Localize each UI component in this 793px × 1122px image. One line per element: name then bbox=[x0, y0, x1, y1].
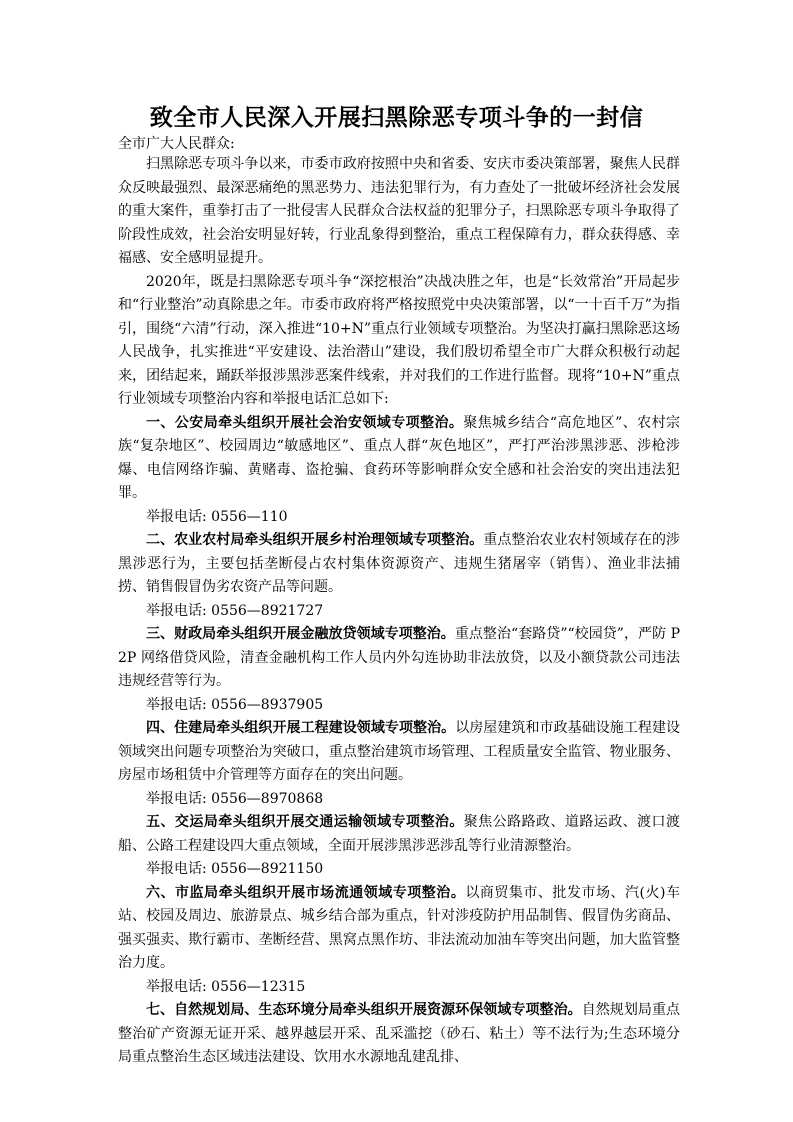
section-text: 聚焦城乡结合“高危地区”、农村宗族“复杂地区”、校园周边“敏感地区”、重点人群“灰色地区”，严打严治涉黑涉恶、涉枪涉爆、电信网络诈骗、黄赌毒、盗抢骗、食药环等影响群众安全感和社会治安的突出违法犯罪。 bbox=[118, 414, 680, 501]
section-paragraph bbox=[118, 529, 680, 600]
section-text: 重点整治“套路贷”“校园贷”，严防 P2P 网络借贷风险，清查金融机构工作人员内外勾连协助非法放贷，以及小额贷款公司违法违规经营等行为。 bbox=[118, 626, 681, 689]
section-paragraph bbox=[118, 999, 680, 1070]
section-heading: 六、市监局牵头组织开展市场流通领域专项整治。 bbox=[146, 884, 466, 901]
section-paragraph bbox=[118, 882, 680, 976]
section-heading: 五、交运局牵头组织开展交通运输领域专项整治。 bbox=[146, 814, 464, 830]
section-heading: 七、自然规划局、生态环境分局牵头组织开展资源环保领域专项整治。 bbox=[146, 1002, 582, 1018]
intro-paragraph: 扫黑除恶专项斗争以来，市委市政府按照中央和省委、安庆市委决策部署，聚焦人民群众反映最强烈、最深恶痛绝的黑恶势力、违法犯罪行为，有力查处了一批破坏经济社会发展的重大案件，重拳打击了一批侵害人民群众合法权益的犯罪分子，扫黑除恶专项斗争取得了阶段性成效，社会治安明显好转，行业乱象得到整治，重点工程保障有力，群众获得感、幸福感、安全感明显提升。 bbox=[118, 156, 680, 266]
section-text: 聚焦公路路政、道路运政、渡口渡船、公路工程建设四大重点领域，全面开展涉黑涉恶涉乱等行业清源整治。 bbox=[118, 814, 681, 854]
section-heading: 三、财政局牵头组织开展金融放贷领域专项整治。 bbox=[146, 626, 455, 642]
section-text: 以房屋建筑和市政基础设施工程建设领域突出问题专项整治为突破口，重点整治建筑市场管理、工程质量安全监管、物业服务、房屋市场租赁中介管理等方面存在的突出问题。 bbox=[118, 720, 681, 783]
section-text: 自然规划局重点整治矿产资源无证开采、越界越层开采、乱采滥挖（砂石、粘土）等不法行为;生态环境分局重点整治生态区域违法建设、饮用水水源地乱建乱排、 bbox=[118, 1002, 681, 1065]
report-phone: 举报电话: 0556—8921727 bbox=[146, 602, 324, 619]
report-phone: 举报电话: 0556—110 bbox=[146, 508, 288, 525]
section-paragraph bbox=[118, 717, 680, 788]
section-text: 重点整治农业农村领域存在的涉黑涉恶行为，主要包括垄断侵占农村集体资源资产、违规生猪屠宰（销售）、渔业非法捕捞、销售假冒伪劣农资产品等问题。 bbox=[118, 532, 680, 595]
section-paragraph bbox=[118, 623, 680, 694]
section-heading: 二、农业农村局牵头组织开展乡村治理领域专项整治。 bbox=[146, 532, 484, 548]
report-phone: 举报电话: 0556—8937905 bbox=[146, 696, 324, 713]
section-text: 以商贸集市、批发市场、汽(火)车站、校园及周边、旅游景点、城乡结合部为重点，针对涉疫防护用品制售、假冒伪劣商品、强买强卖、欺行霸市、垄断经营、黑窝点黑作坊、非法流动加油车等突出问题，加大监管整治力度。 bbox=[118, 884, 680, 971]
section-heading: 一、公安局牵头组织开展社会治安领域专项整治。 bbox=[146, 414, 464, 431]
report-phone: 举报电话: 0556—12315 bbox=[146, 978, 306, 995]
section-heading: 四、住建局牵头组织开展工程建设领域专项整治。 bbox=[146, 720, 456, 736]
intro-paragraph: 2020年，既是扫黑除恶专项斗争“深挖根治”决战决胜之年，也是“长效常治”开局起步和“行业整治”动真除患之年。市委市政府将严格按照党中央决策部署，以“一十百千万”为指引，围绕“六清”行动，深入推进“10+N”重点行业领域专项整治。为坚决打赢扫黑除恶这场人民战争，扎实推进“平安建设、法治潜山”建设，我们殷切希望全市广大群众积极行动起来，团结起来，踊跃举报涉黑涉恶案件线索，并对我们的工作进行监督。现将“10+N”重点行业领域专项整治内容和举报电话汇总如下: bbox=[118, 273, 680, 407]
salutation: 全市广大人民群众: bbox=[118, 136, 235, 152]
report-phone: 举报电话: 0556—8921150 bbox=[146, 861, 324, 877]
report-phone: 举报电话: 0556—8970868 bbox=[146, 790, 324, 807]
document-title: 致全市人民深入开展扫黑除恶专项斗争的一封信 bbox=[149, 105, 644, 131]
section-paragraph bbox=[118, 412, 680, 506]
section-paragraph bbox=[118, 811, 680, 858]
letter-body bbox=[118, 153, 680, 1070]
